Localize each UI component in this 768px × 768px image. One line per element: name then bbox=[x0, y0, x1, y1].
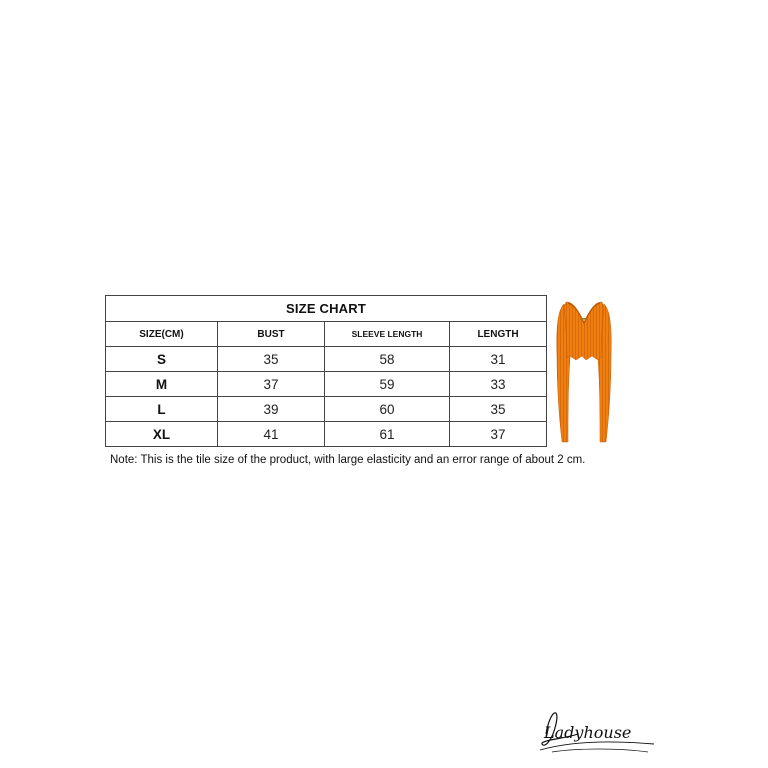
cardigan-product-image bbox=[554, 296, 614, 446]
bust-cell: 35 bbox=[218, 347, 325, 372]
length-cell: 37 bbox=[450, 422, 547, 447]
bust-cell: 37 bbox=[218, 372, 325, 397]
header-length: LENGTH bbox=[450, 322, 547, 347]
table-row bbox=[106, 347, 547, 372]
size-chart-header-row bbox=[106, 322, 547, 347]
table-row bbox=[106, 422, 547, 447]
length-cell: 35 bbox=[450, 397, 547, 422]
table-row bbox=[106, 372, 547, 397]
size-cell: S bbox=[106, 347, 218, 372]
sleeve-length-cell: 60 bbox=[325, 397, 450, 422]
size-cell: XL bbox=[106, 422, 218, 447]
header-size: SIZE(CM) bbox=[106, 322, 218, 347]
size-cell: M bbox=[106, 372, 218, 397]
header-sleeve-length: SLEEVE LENGTH bbox=[325, 322, 450, 347]
bust-cell: 39 bbox=[218, 397, 325, 422]
size-chart-title-row bbox=[106, 296, 547, 322]
length-cell: 33 bbox=[450, 372, 547, 397]
sleeve-length-cell: 58 bbox=[325, 347, 450, 372]
sleeve-length-cell: 59 bbox=[325, 372, 450, 397]
logo-text: Ladyhouse bbox=[544, 723, 632, 742]
header-bust: BUST bbox=[218, 322, 325, 347]
size-cell: L bbox=[106, 397, 218, 422]
table-row bbox=[106, 397, 547, 422]
size-chart-title: SIZE CHART bbox=[106, 296, 547, 322]
size-note: Note: This is the tile size of the product, with large elasticity and an error range of about 2 cm. bbox=[110, 454, 586, 466]
bust-cell: 41 bbox=[218, 422, 325, 447]
length-cell: 31 bbox=[450, 347, 547, 372]
sleeve-length-cell: 61 bbox=[325, 422, 450, 447]
size-chart-table bbox=[105, 295, 547, 447]
